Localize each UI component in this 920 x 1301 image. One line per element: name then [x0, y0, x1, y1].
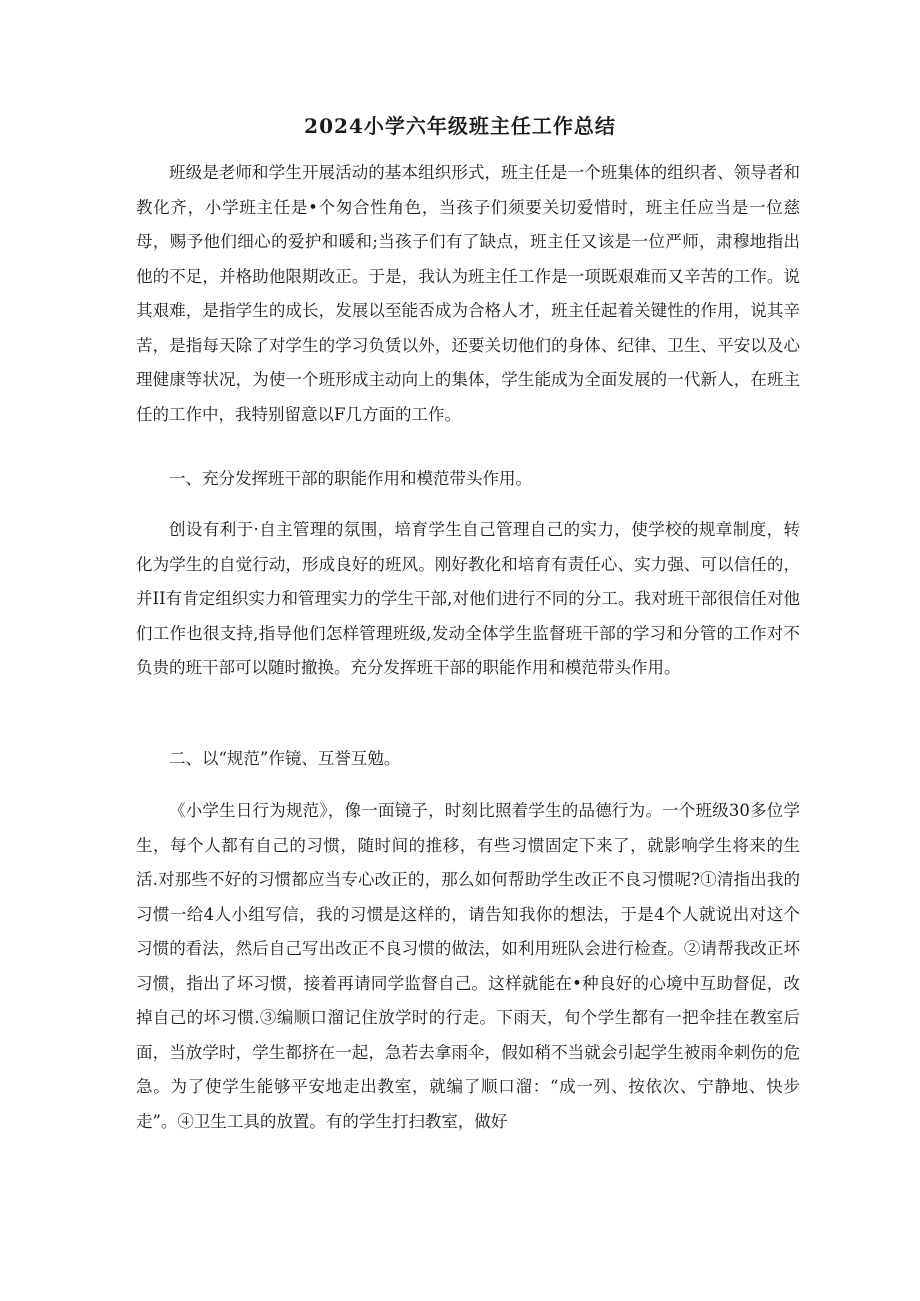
section-heading-2: 二、以“规范”作镜、互誉互勉。: [169, 749, 401, 768]
paragraph-section-2: 《小学生日行为规范》，像一面镜子，时刻比照着学生的品德行为。一个班级30多位学生，每个人都有自己的习惯，随时间的推移，有些习惯固定下来了，就影响学生将来的生活.对那些不好的习惯都应当专心改正的，那么如何帮助学生改正不良习惯呢?①清指出我的习惯一给4人小组写信，我的习惯是这样的，请告知我你的想法，于是4个人就说出对这个习惯的看法，然后自己写出改正不良习惯的做法，如利用班队会进行检查。②请帮我改正坏习惯，指出了坏习惯，接着再请同学监督自己。这样就能在•种良好的心境中互助督促，改掉自己的坏习惯.③编顺口溜记住放学时的行走。下雨天，旬个学生都有一把伞挂在教室后面，当放学时，学生都挤在一起，急若去拿雨伞，假如稍不当就会引起学生被雨伞刺伤的危急。为了使学生能够平安地走出教室，就编了顺口溜：“成一列、按依次、宁静地、快步走”。④卫生工具的放置。有的学生打扫教室，做好: [136, 801, 800, 1131]
document-title: 2024小学六年级班主任工作总结: [304, 114, 616, 138]
section-heading-1: 一、充分发挥班干部的职能作用和模范带头作用。: [169, 469, 532, 488]
paragraph-intro: 班级是老师和学生开展活动的基本组织形式，班主任是一个班集体的组织者、领导者和教化齐，小学班主任是•个匆合性角色，当孩子们须要关切爱惜时，班主任应当是一位慈母，赐予他们细心的爱护和暖和;当孩子们有了缺点，班主任又该是一位严师，肃穆地指出他的不足，并格助他限期改正。于是，我认为班主任工作是一项既艰难而又辛苦的工作。说其艰难，是指学生的成长，发展以至能否成为合格人才，班主任起着关键性的作用，说其辛苦，是指每天除了对学生的学习负赁以外，还要关切他们的身体、纪律、卫生、平安以及心理健康等状况，为使一个班形成主动向上的集体，学生能成为全面发展的一代新人，在班主任的工作中，我特别留意以F几方面的工作。: [136, 163, 800, 424]
paragraph-section-1: 创设有利于·自主管理的氛围，培育学生自己管理自己的实力，使学校的规章制度，转化为学生的自觉行动，形成良好的班风。刚好教化和培育有责任心、实力强、可以信任的，并II有肯定组织实力和管理实力的学生干部,对他们进行不同的分工。我对班干部很信任对他们工作也很支持,指导他们怎样管理班级,发动全体学生监督班干部的学习和分管的工作对不负贵的班干部可以随时撤换。充分发挥班干部的职能作用和模范带头作用。: [136, 520, 800, 677]
